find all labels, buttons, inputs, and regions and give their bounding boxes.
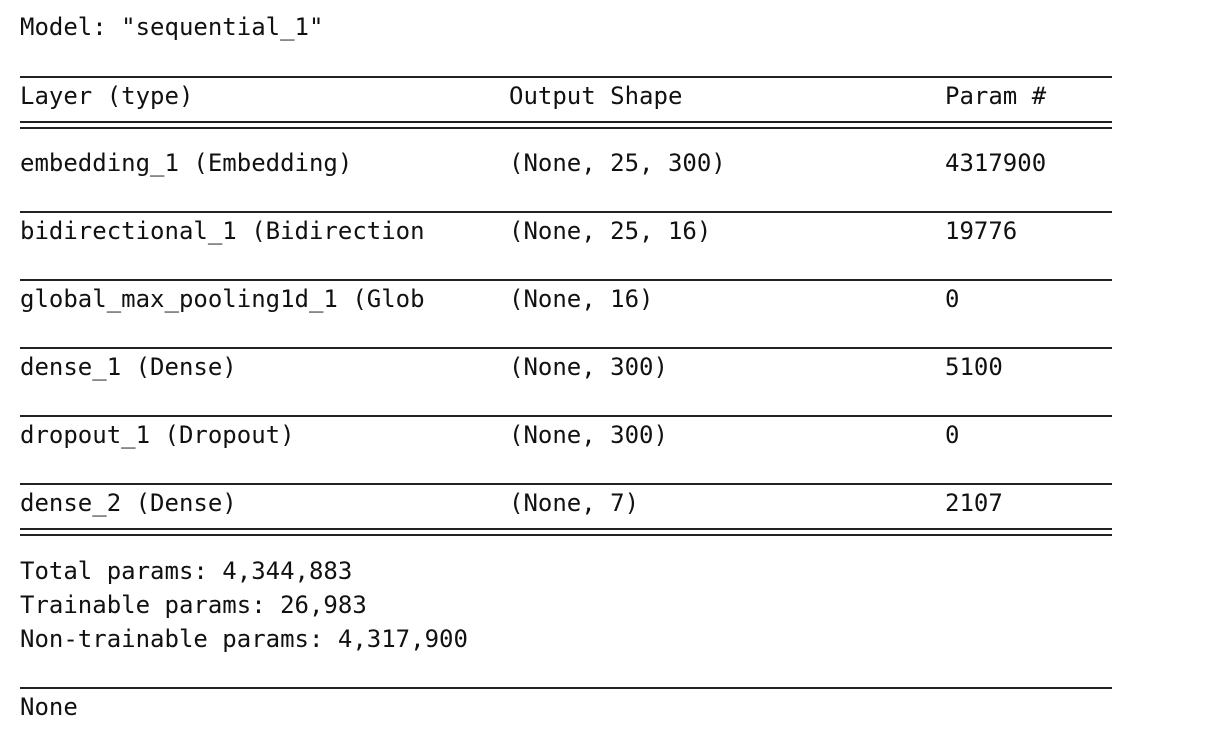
row-layer: dropout_1 (Dropout) [20, 421, 295, 449]
row-shape: (None, 25, 16) [509, 217, 712, 245]
separator-line [20, 415, 1112, 417]
row-params: 0 [945, 421, 960, 449]
non-trainable-params: Non-trainable params: 4,317,900 [20, 625, 468, 653]
trainable-params: Trainable params: 26,983 [20, 591, 367, 619]
row-params: 19776 [945, 217, 1018, 245]
separator-line [20, 687, 1112, 689]
double-separator [20, 121, 1112, 129]
row-shape: (None, 300) [509, 353, 668, 381]
row-params: 2107 [945, 489, 1003, 517]
separator-line [20, 483, 1112, 485]
separator-line [20, 211, 1112, 213]
row-shape: (None, 25, 300) [509, 149, 726, 177]
row-layer: embedding_1 (Embedding) [20, 149, 353, 177]
model-title: Model: "sequential_1" [20, 13, 324, 41]
header-output-shape: Output Shape [509, 82, 683, 110]
row-params: 0 [945, 285, 960, 313]
header-layer: Layer (type) [20, 82, 194, 110]
row-shape: (None, 16) [509, 285, 654, 313]
double-separator [20, 528, 1112, 536]
row-layer: dense_2 (Dense) [20, 489, 237, 517]
row-layer: global_max_pooling1d_1 (Glob [20, 285, 425, 313]
header-param-count: Param # [945, 82, 1047, 110]
row-shape: (None, 7) [509, 489, 640, 517]
row-params: 5100 [945, 353, 1003, 381]
row-layer: bidirectional_1 (Bidirection [20, 217, 425, 245]
separator-line [20, 76, 1112, 78]
separator-line [20, 279, 1112, 281]
row-shape: (None, 300) [509, 421, 668, 449]
return-value: None [20, 693, 78, 721]
separator-line [20, 347, 1112, 349]
row-params: 4317900 [945, 149, 1047, 177]
total-params: Total params: 4,344,883 [20, 557, 353, 585]
row-layer: dense_1 (Dense) [20, 353, 237, 381]
